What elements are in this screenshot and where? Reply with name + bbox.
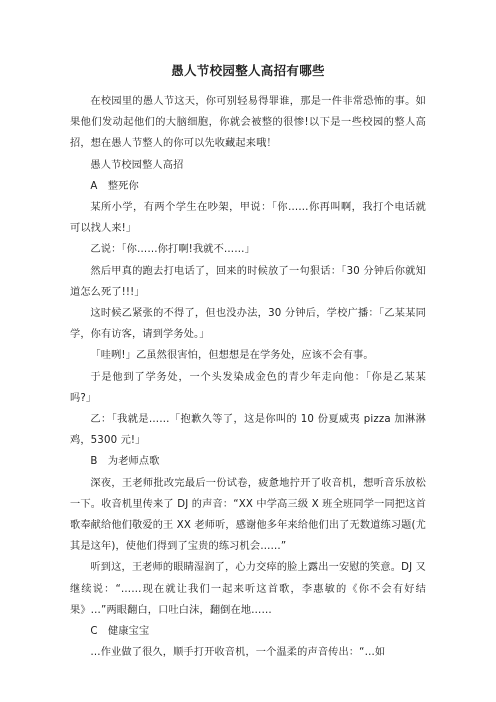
paragraph: …作业做了很久，顺手打开收音机，一个温柔的声音传出：“…如 — [90, 647, 386, 659]
paragraph: 这时候乙紧张的不得了，但也没办法，30 分钟后，学校广播：「乙某某同学，你有访客，请到学务处。」 — [70, 308, 426, 341]
paragraph: 深夜，王老师批改完最后一份试卷，疲惫地拧开了收音机，想听音乐放松一下。收音机里传来了 DJ 的声音：“XX 中学高三级 X 班全班同学一同把这首歌奉献给他们敬爱的王 XX 老师听，感谢他多年来给他们出了无数道练习题(尤其是这年)，使他们得到了宝贵的练习机会……” — [70, 477, 426, 553]
subheading-a: A 整死你 — [90, 180, 139, 192]
page-title: 愚人节校园整人高招有哪些 — [171, 63, 325, 78]
paragraph: 「哇咧!」乙虽然很害怕，但想想是在学务处，应该不会有事。 — [90, 350, 374, 362]
paragraph-intro: 在校园里的愚人节这天，你可别轻易得罪谁，那是一件非常恐怖的事。如果他们发动起他们的大脑细胞，你就会被整的很惨!以下是一些校园的整人高招，想在愚人节整人的你可以先收藏起来哦！ — [70, 96, 426, 150]
paragraph: 听到这，王老师的眼睛湿润了，心力交瘁的脸上露出一安慰的笑意。DJ 又继续说：“……现在就让我们一起来听这首歌，李惠敏的《你不会有好结果》…”两眼翻白，口吐白沫，翻倒在地…… — [70, 562, 426, 616]
paragraph: 于是他到了学务处，一个头发染成金色的青少年走向他：「你是乙某某吗?」 — [70, 371, 426, 404]
paragraph: 乙：「我就是……「抱歉久等了，这是你叫的 10 份夏威夷 pizza 加淋淋鸡，5300 元!」 — [70, 414, 426, 447]
paragraph: 然后甲真的跑去打电话了，回来的时候放了一句狠话：「30 分钟后你就知道怎么死了!!!」 — [70, 265, 426, 298]
paragraph: 某所小学，有两个学生在吵架，甲说：「你……你再叫啊，我打个电话就可以找人来!」 — [70, 202, 426, 235]
section-heading: 愚人节校园整人高招 — [90, 159, 184, 171]
article-body — [70, 91, 426, 663]
paragraph: 乙说：「你……你打啊!我就不……」 — [90, 244, 255, 256]
subheading-b: B 为老师点歌 — [90, 456, 160, 468]
subheading-c: C 健康宝宝 — [90, 626, 150, 638]
